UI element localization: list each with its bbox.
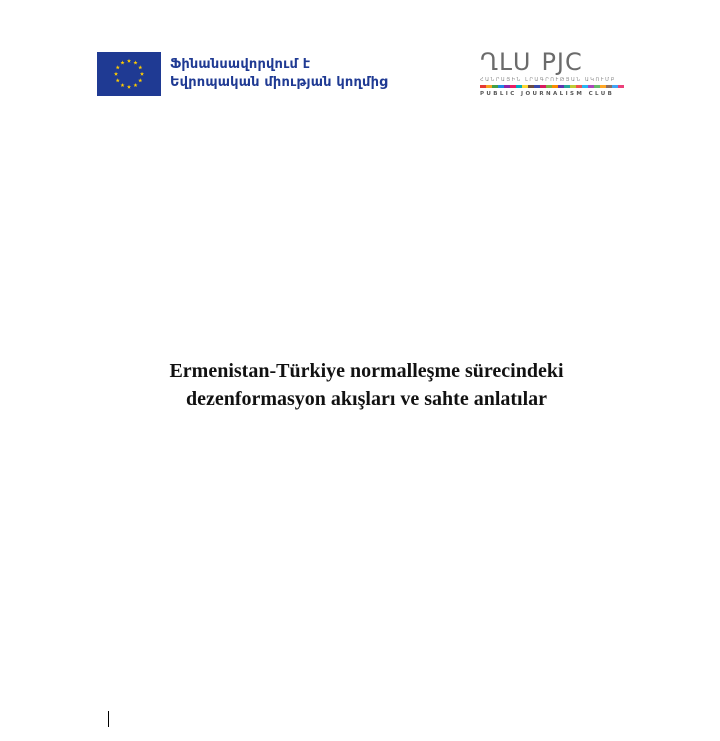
eu-funding-text	[170, 56, 388, 92]
document-title	[0, 357, 720, 413]
pjc-latin-letters: PJC	[541, 48, 583, 76]
pjc-stripe-segment	[618, 85, 624, 88]
eu-star-icon	[140, 72, 144, 76]
eu-funding-line1: Ֆինանսավորվում է	[170, 57, 311, 72]
eu-star-icon	[116, 78, 120, 82]
pjc-logo	[480, 50, 624, 97]
eu-star-icon	[138, 65, 142, 69]
pjc-armenian-letters: ՂԼՍ	[480, 48, 532, 76]
document-title-line1: Ermenistan-Türkiye normalleşme sürecindeki	[169, 360, 564, 382]
document-title-line2: dezenformasyon akışları ve sahte anlatılar	[185, 388, 548, 410]
text-cursor	[108, 711, 109, 727]
eu-star-icon	[116, 65, 120, 69]
eu-star-icon	[133, 61, 137, 65]
eu-star-icon	[127, 85, 131, 89]
pjc-wordmark	[480, 50, 624, 74]
eu-star-icon	[114, 72, 118, 76]
pjc-color-stripe	[480, 85, 624, 88]
eu-star-icon	[127, 59, 131, 63]
eu-flag-icon	[97, 52, 161, 96]
pjc-english-name: PUBLIC JOURNALISM CLUB	[480, 91, 615, 97]
eu-star-icon	[133, 83, 137, 87]
eu-funding-line2: Եվրոպական միության կողմից	[170, 75, 388, 90]
pjc-armenian-name: ՀԱՆՐԱՅԻՆ ԼՐԱԳՐՈՒԹՅԱՆ ԱԿՈՒՄԲ	[480, 77, 616, 83]
eu-star-icon	[120, 61, 124, 65]
eu-star-icon	[120, 83, 124, 87]
eu-funding-logo	[97, 52, 388, 96]
eu-star-icon	[138, 78, 142, 82]
